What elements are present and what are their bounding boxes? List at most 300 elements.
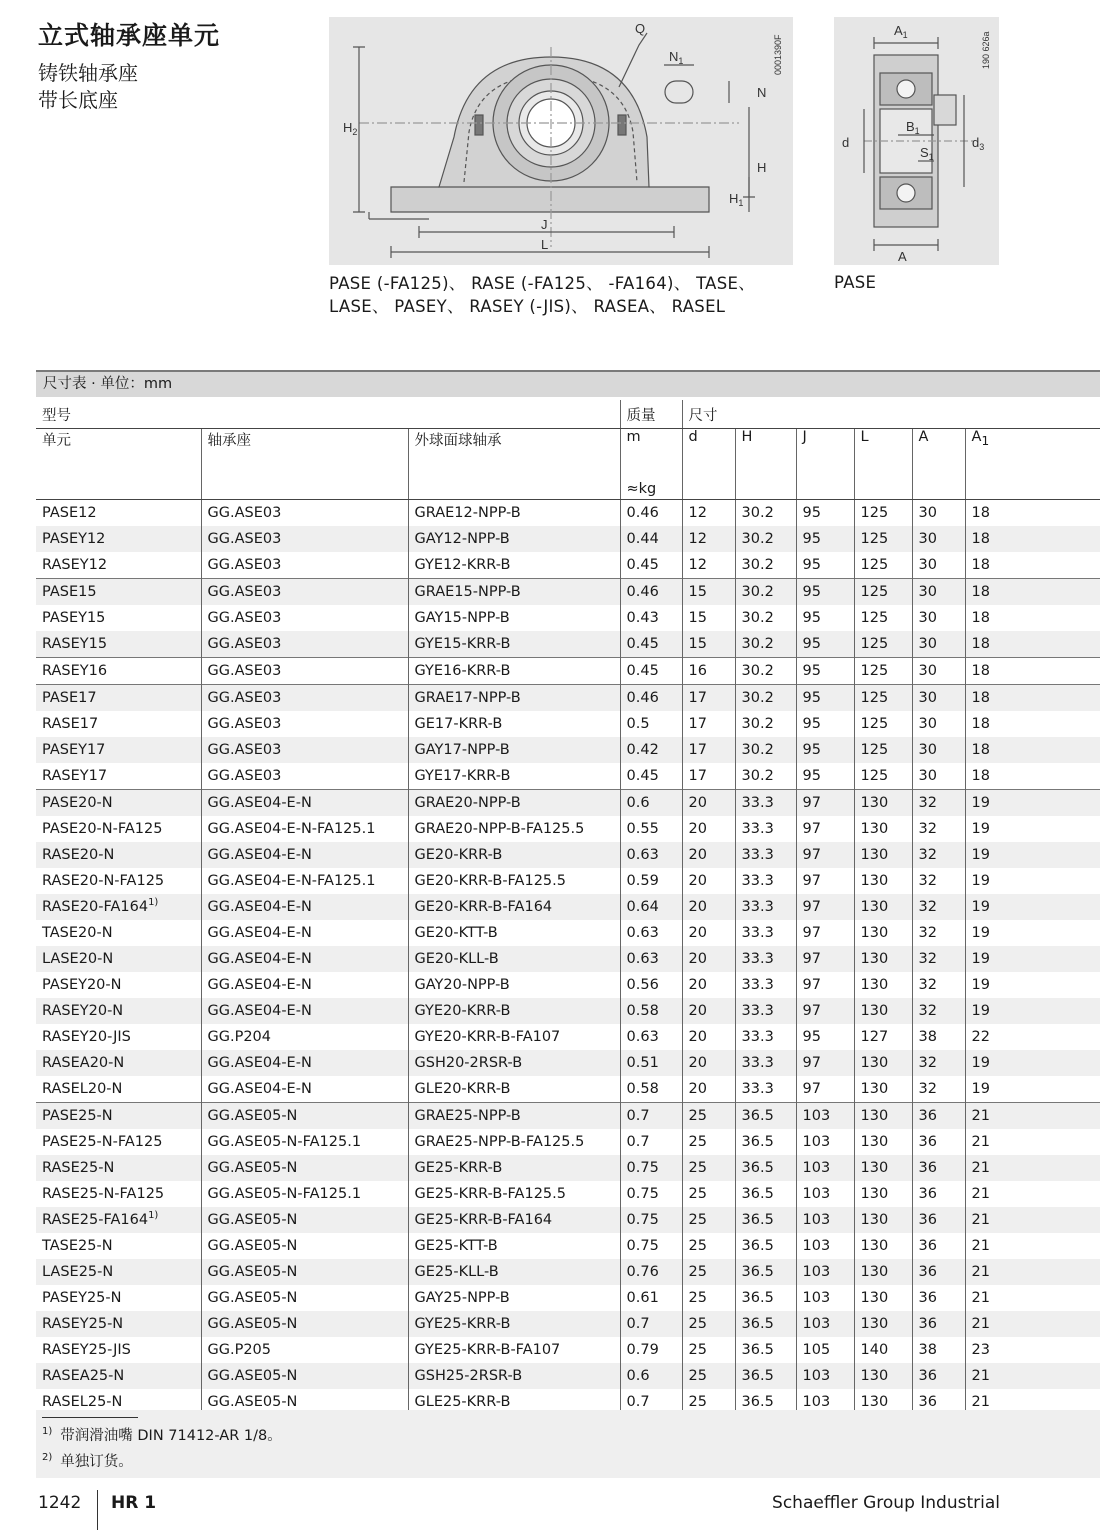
cell-bearing: GRAE25-NPP-B — [408, 1103, 620, 1130]
cell-a: 32 — [912, 816, 965, 842]
cell-a1: 19 — [965, 842, 1100, 868]
cell-bearing: GRAE25-NPP-B-FA125.5 — [408, 1129, 620, 1155]
col-a: A — [912, 429, 965, 500]
footer-separator — [97, 1490, 98, 1530]
cell-bearing: GYE25-KRR-B — [408, 1311, 620, 1337]
label-j: J — [541, 217, 548, 232]
cell-unit: RASE25-N-FA125 — [42, 1186, 165, 1202]
cell-h: 30.2 — [735, 500, 796, 527]
cell-l: 130 — [854, 1363, 912, 1389]
cell-m: 0.63 — [620, 842, 682, 868]
table-row — [36, 972, 1100, 998]
cell-unit: PASE20-N — [36, 790, 201, 817]
cell-unit: RASE17 — [42, 716, 99, 732]
cell-l: 125 — [854, 763, 912, 790]
cell-a: 32 — [912, 946, 965, 972]
cell-a: 30 — [912, 631, 965, 658]
label-b1: $B_1$ — [906, 119, 920, 136]
cell-l: 125 — [854, 500, 912, 527]
table-row — [36, 842, 1100, 868]
cell-l: 130 — [854, 946, 912, 972]
cell-d: 20 — [682, 790, 735, 817]
cell-unit: PASEY15 — [42, 610, 106, 626]
table-row — [36, 1050, 1100, 1076]
cell-housing: GG.ASE03 — [201, 685, 408, 712]
cell-h: 36.5 — [735, 1259, 796, 1285]
cell-m: 0.7 — [620, 1103, 682, 1130]
cell-a1: 21 — [965, 1233, 1100, 1259]
footnote-ref: 1) — [148, 1210, 159, 1222]
cell-unit: PASEY12 — [36, 526, 201, 552]
cell-j: 103 — [796, 1155, 854, 1181]
cell-a1: 18 — [965, 526, 1100, 552]
header-row-columns — [36, 429, 1100, 500]
cell-a1: 18 — [965, 500, 1100, 527]
table-row — [36, 1311, 1100, 1337]
page-title: 立式轴承座单元 — [38, 21, 221, 50]
caption-line-2: LASE、 PASEY、 RASEY (-JIS)、 RASEA、 RASEL — [329, 297, 726, 316]
cell-a: 36 — [912, 1155, 965, 1181]
cell-bearing: GE20-KRR-B — [408, 842, 620, 868]
cell-unit: RASEY16 — [36, 658, 201, 685]
cell-housing: GG.ASE04-E-N-FA125.1 — [201, 816, 408, 842]
cell-h: 33.3 — [735, 998, 796, 1024]
cell-a: 30 — [912, 763, 965, 790]
cell-j: 95 — [796, 685, 854, 712]
cell-m: 0.6 — [620, 1363, 682, 1389]
cell-bearing: GYE25-KRR-B-FA107 — [408, 1337, 620, 1363]
cell-l: 130 — [854, 816, 912, 842]
footnote-ref: 1) — [148, 897, 159, 909]
cell-j: 103 — [796, 1389, 854, 1415]
housing-section-svg — [834, 17, 999, 265]
cell-housing: GG.ASE03 — [201, 631, 408, 658]
label-a: A — [898, 249, 907, 264]
cell-bearing: GRAE15-NPP-B — [408, 579, 620, 606]
cell-bearing: GSH25-2RSR-B — [408, 1363, 620, 1389]
table-row — [36, 763, 1100, 790]
cell-housing: GG.ASE05-N — [201, 1103, 408, 1130]
cell-housing: GG.ASE03 — [201, 526, 408, 552]
cell-l: 130 — [854, 1076, 912, 1103]
title-block — [38, 16, 220, 114]
table-row — [36, 685, 1100, 712]
cell-d: 15 — [682, 579, 735, 606]
cell-housing: GG.ASE03 — [201, 737, 408, 763]
cell-d: 12 — [682, 526, 735, 552]
table-row — [36, 1103, 1100, 1130]
cell-a: 32 — [912, 920, 965, 946]
cell-a1: 18 — [965, 685, 1100, 712]
figure-right-caption: PASE — [834, 273, 877, 292]
cell-m: 0.5 — [620, 711, 682, 737]
subtitle-line-2: 带长底座 — [38, 88, 118, 112]
cell-m: 0.45 — [620, 658, 682, 685]
cell-h: 33.3 — [735, 842, 796, 868]
cell-d: 25 — [682, 1337, 735, 1363]
cell-a1: 18 — [965, 579, 1100, 606]
cell-unit: PASE17 — [36, 685, 201, 712]
cell-a1: 22 — [965, 1024, 1100, 1050]
cell-unit: PASEY17 — [36, 737, 201, 763]
table-row — [36, 1181, 1100, 1207]
cell-bearing: GE25-KTT-B — [408, 1233, 620, 1259]
cell-bearing: GAY12-NPP-B — [408, 526, 620, 552]
cell-m: 0.46 — [620, 579, 682, 606]
table-row — [36, 500, 1100, 527]
col-a1: $A_1$ — [965, 429, 1100, 500]
cell-bearing: GSH20-2RSR-B — [408, 1050, 620, 1076]
cell-h: 36.5 — [735, 1207, 796, 1233]
cell-housing: GG.ASE03 — [201, 658, 408, 685]
cell-d: 25 — [682, 1259, 735, 1285]
table-row — [36, 1076, 1100, 1103]
cell-j: 97 — [796, 816, 854, 842]
cell-unit: RASEY12 — [42, 557, 108, 573]
cell-h: 33.3 — [735, 946, 796, 972]
cell-housing: GG.ASE03 — [201, 605, 408, 631]
label-l: L — [541, 237, 549, 252]
cell-bearing: GE20-KTT-B — [408, 920, 620, 946]
table-row — [36, 737, 1100, 763]
cell-h: 30.2 — [735, 685, 796, 712]
cell-bearing: GYE20-KRR-B — [408, 998, 620, 1024]
cell-bearing: GRAE20-NPP-B — [408, 790, 620, 817]
cell-a1: 21 — [965, 1103, 1100, 1130]
cell-unit: RASEA25-N — [36, 1363, 201, 1389]
cell-unit: LASE25-N — [36, 1259, 201, 1285]
cell-j: 95 — [796, 737, 854, 763]
cell-l: 140 — [854, 1337, 912, 1363]
cell-a: 36 — [912, 1181, 965, 1207]
cell-unit: PASEY20-N — [42, 977, 122, 993]
cell-m: 0.7 — [620, 1129, 682, 1155]
cell-bearing: GAY25-NPP-B — [408, 1285, 620, 1311]
cell-bearing: GE25-KRR-B — [408, 1155, 620, 1181]
cell-m: 0.75 — [620, 1155, 682, 1181]
cell-d: 25 — [682, 1207, 735, 1233]
cell-l: 130 — [854, 1389, 912, 1415]
cell-a1: 19 — [965, 894, 1100, 920]
cell-housing: GG.ASE03 — [201, 579, 408, 606]
cell-h: 30.2 — [735, 658, 796, 685]
label-q: Q — [635, 21, 646, 36]
cell-d: 17 — [682, 763, 735, 790]
cell-h: 30.2 — [735, 737, 796, 763]
cell-h: 33.3 — [735, 894, 796, 920]
cell-h: 30.2 — [735, 631, 796, 658]
cell-h: 33.3 — [735, 816, 796, 842]
cell-bearing: GE20-KRR-B-FA125.5 — [408, 868, 620, 894]
cell-l: 130 — [854, 1155, 912, 1181]
cell-bearing: GE25-KRR-B-FA164 — [408, 1207, 620, 1233]
col-j: J — [796, 429, 854, 500]
cell-d: 20 — [682, 894, 735, 920]
cell-h: 36.5 — [735, 1181, 796, 1207]
col-h: H — [735, 429, 796, 500]
cell-l: 130 — [854, 920, 912, 946]
cell-h: 36.5 — [735, 1233, 796, 1259]
cell-h: 36.5 — [735, 1337, 796, 1363]
cell-unit: RASE20-N-FA125 — [42, 873, 165, 889]
cell-a: 36 — [912, 1285, 965, 1311]
cell-housing: GG.ASE03 — [201, 552, 408, 579]
cell-unit: PASE25-N — [36, 1103, 201, 1130]
col-d: d — [682, 429, 735, 500]
col-housing: 轴承座 — [201, 429, 408, 500]
cell-unit: RASE25-N — [36, 1155, 201, 1181]
cell-m: 0.46 — [620, 685, 682, 712]
cell-l: 125 — [854, 737, 912, 763]
cell-unit: PASE25-N-FA125 — [42, 1134, 163, 1150]
cell-l: 130 — [854, 790, 912, 817]
cell-m: 0.46 — [620, 500, 682, 527]
dims-group-header: 尺寸 — [682, 400, 1100, 429]
table-row — [36, 920, 1100, 946]
cell-a1: 18 — [965, 552, 1100, 579]
cell-l: 130 — [854, 1050, 912, 1076]
cell-d: 20 — [682, 920, 735, 946]
cell-a1: 21 — [965, 1181, 1100, 1207]
cell-d: 20 — [682, 946, 735, 972]
label-d: d — [842, 135, 850, 150]
cell-unit: RASE25-FA164$^{1)}$ — [36, 1207, 201, 1233]
cell-housing: GG.ASE04-E-N-FA125.1 — [201, 868, 408, 894]
cell-h: 36.5 — [735, 1285, 796, 1311]
cell-l: 130 — [854, 998, 912, 1024]
cell-housing: GG.ASE04-E-N — [201, 946, 408, 972]
cell-h: 33.3 — [735, 972, 796, 998]
cell-j: 103 — [796, 1181, 854, 1207]
cell-a1: 21 — [965, 1285, 1100, 1311]
cell-bearing: GAY15-NPP-B — [408, 605, 620, 631]
footnote-2: $^{2)}$ 单独订货。 — [42, 1452, 133, 1470]
table-row — [36, 711, 1100, 737]
table-row — [36, 1363, 1100, 1389]
cell-m: 0.45 — [620, 763, 682, 790]
cell-a: 36 — [912, 1103, 965, 1130]
cell-a: 36 — [912, 1207, 965, 1233]
cell-unit: TASE25-N — [42, 1238, 113, 1254]
table-row — [36, 1285, 1100, 1311]
cell-h: 36.5 — [735, 1363, 796, 1389]
cell-a: 30 — [912, 685, 965, 712]
cell-a1: 21 — [965, 1389, 1100, 1415]
table-row — [36, 1129, 1100, 1155]
cell-housing: GG.ASE03 — [201, 711, 408, 737]
label-d3: $d_3$ — [972, 135, 985, 152]
table-row — [36, 1233, 1100, 1259]
label-n: N — [757, 85, 767, 100]
cell-d: 25 — [682, 1181, 735, 1207]
cell-a: 36 — [912, 1259, 965, 1285]
cell-a1: 19 — [965, 1076, 1100, 1103]
cell-bearing: GRAE20-NPP-B-FA125.5 — [408, 816, 620, 842]
cell-l: 125 — [854, 605, 912, 631]
cell-d: 17 — [682, 685, 735, 712]
cell-a: 30 — [912, 526, 965, 552]
cell-d: 17 — [682, 711, 735, 737]
cell-unit: TASE20-N — [42, 925, 113, 941]
header-row-groups — [36, 400, 1100, 429]
cell-h: 30.2 — [735, 526, 796, 552]
cell-m: 0.75 — [620, 1181, 682, 1207]
cell-housing: GG.ASE04-E-N — [201, 998, 408, 1024]
cell-d: 20 — [682, 972, 735, 998]
cell-unit: RASEY15 — [36, 631, 201, 658]
cell-a: 32 — [912, 894, 965, 920]
cell-h: 33.3 — [735, 1024, 796, 1050]
cell-a1: 21 — [965, 1363, 1100, 1389]
cell-j: 95 — [796, 763, 854, 790]
cell-a1: 19 — [965, 816, 1100, 842]
cell-d: 25 — [682, 1285, 735, 1311]
subtitle-line-1: 铸铁轴承座 — [38, 61, 138, 85]
cell-a: 32 — [912, 868, 965, 894]
cell-unit: RASE20-FA164$^{1)}$ — [36, 894, 201, 920]
cell-unit: PASE20-N-FA125 — [42, 821, 163, 837]
cell-m: 0.7 — [620, 1389, 682, 1415]
cell-bearing: GE20-KRR-B-FA164 — [408, 894, 620, 920]
cell-l: 130 — [854, 1181, 912, 1207]
cell-l: 125 — [854, 579, 912, 606]
cell-a1: 23 — [965, 1337, 1100, 1363]
cell-bearing: GLE25-KRR-B — [408, 1389, 620, 1415]
cell-j: 95 — [796, 579, 854, 606]
cell-a: 30 — [912, 737, 965, 763]
dimension-table — [36, 400, 1100, 1415]
cell-a1: 19 — [965, 920, 1100, 946]
cell-d: 25 — [682, 1129, 735, 1155]
cell-a1: 19 — [965, 868, 1100, 894]
cell-h: 30.2 — [735, 552, 796, 579]
cell-l: 127 — [854, 1024, 912, 1050]
cell-d: 16 — [682, 658, 735, 685]
cell-h: 33.3 — [735, 920, 796, 946]
housing-section-drawing — [834, 17, 999, 265]
cell-j: 95 — [796, 500, 854, 527]
drawing-code-right: 190 626a — [981, 31, 991, 69]
cell-d: 20 — [682, 1076, 735, 1103]
caption-line-1: PASE (-FA125)、 RASE (-FA125、 -FA164)、 TASE、 — [329, 274, 756, 293]
cell-a: 30 — [912, 711, 965, 737]
cell-m: 0.44 — [620, 526, 682, 552]
cell-bearing: GYE15-KRR-B — [408, 631, 620, 658]
table-row — [36, 1155, 1100, 1181]
footnote-1: $^{1)}$ 带润滑油嘴 DIN 71412-AR 1/8。 — [42, 1426, 282, 1444]
cell-a1: 18 — [965, 737, 1100, 763]
cell-d: 20 — [682, 816, 735, 842]
cell-j: 103 — [796, 1363, 854, 1389]
cell-a1: 21 — [965, 1259, 1100, 1285]
cell-a1: 19 — [965, 790, 1100, 817]
cell-bearing: GE17-KRR-B — [408, 711, 620, 737]
cell-bearing: GAY17-NPP-B — [408, 737, 620, 763]
cell-m: 0.58 — [620, 998, 682, 1024]
cell-housing: GG.ASE03 — [201, 763, 408, 790]
cell-a1: 21 — [965, 1311, 1100, 1337]
cell-a1: 21 — [965, 1207, 1100, 1233]
cell-a: 36 — [912, 1389, 965, 1415]
model-group-header: 型号 — [36, 400, 620, 429]
footnote-rule — [42, 1417, 138, 1418]
cell-l: 125 — [854, 552, 912, 579]
col-mass-symbol: m — [626, 429, 641, 445]
cell-bearing: GLE20-KRR-B — [408, 1076, 620, 1103]
cell-a: 36 — [912, 1233, 965, 1259]
cell-a: 36 — [912, 1363, 965, 1389]
cell-a: 30 — [912, 579, 965, 606]
cell-housing: GG.ASE05-N — [201, 1389, 408, 1415]
cell-j: 97 — [796, 998, 854, 1024]
cell-a: 30 — [912, 605, 965, 631]
drawing-code-left: 0001390F — [773, 34, 783, 75]
cell-unit: RASEL25-N — [42, 1394, 123, 1410]
cell-d: 15 — [682, 605, 735, 631]
cell-d: 20 — [682, 1024, 735, 1050]
cell-a1: 19 — [965, 946, 1100, 972]
cell-a: 32 — [912, 972, 965, 998]
col-l: L — [854, 429, 912, 500]
cell-j: 103 — [796, 1103, 854, 1130]
cell-unit: LASE20-N — [36, 946, 201, 972]
cell-h: 30.2 — [735, 711, 796, 737]
table-row — [36, 790, 1100, 817]
cell-d: 25 — [682, 1389, 735, 1415]
cell-a: 36 — [912, 1311, 965, 1337]
table-row — [36, 868, 1100, 894]
cell-a: 30 — [912, 658, 965, 685]
cell-m: 0.63 — [620, 1024, 682, 1050]
cell-unit: RASEY20-JIS — [42, 1029, 131, 1045]
cell-housing: GG.ASE05-N — [201, 1259, 408, 1285]
cell-a: 32 — [912, 842, 965, 868]
cell-m: 0.79 — [620, 1337, 682, 1363]
cell-j: 95 — [796, 658, 854, 685]
cell-j: 95 — [796, 1024, 854, 1050]
col-mass — [620, 429, 682, 500]
cell-m: 0.64 — [620, 894, 682, 920]
label-a1: $A_1$ — [894, 23, 908, 40]
cell-housing: GG.ASE05-N — [201, 1363, 408, 1389]
cell-j: 95 — [796, 711, 854, 737]
cell-m: 0.63 — [620, 920, 682, 946]
cell-j: 97 — [796, 894, 854, 920]
cell-housing: GG.ASE04-E-N — [201, 972, 408, 998]
cell-m: 0.76 — [620, 1259, 682, 1285]
cell-d: 25 — [682, 1155, 735, 1181]
cell-j: 97 — [796, 790, 854, 817]
cell-a1: 19 — [965, 972, 1100, 998]
col-unit: 单元 — [36, 429, 201, 500]
label-h: H — [757, 160, 767, 175]
cell-m: 0.42 — [620, 737, 682, 763]
cell-housing: GG.ASE05-N — [201, 1207, 408, 1233]
cell-l: 130 — [854, 842, 912, 868]
cell-m: 0.43 — [620, 605, 682, 631]
brand-name: Schaeffler Group Industrial — [772, 1493, 1000, 1513]
section-label: HR 1 — [111, 1493, 157, 1513]
cell-housing: GG.ASE05-N-FA125.1 — [201, 1181, 408, 1207]
label-h1: $H_1$ — [729, 191, 744, 208]
cell-m: 0.56 — [620, 972, 682, 998]
cell-j: 103 — [796, 1311, 854, 1337]
page-number: 1242 — [38, 1493, 82, 1513]
cell-d: 20 — [682, 1050, 735, 1076]
cell-housing: GG.ASE05-N — [201, 1233, 408, 1259]
housing-front-drawing — [329, 17, 793, 265]
cell-a: 38 — [912, 1337, 965, 1363]
